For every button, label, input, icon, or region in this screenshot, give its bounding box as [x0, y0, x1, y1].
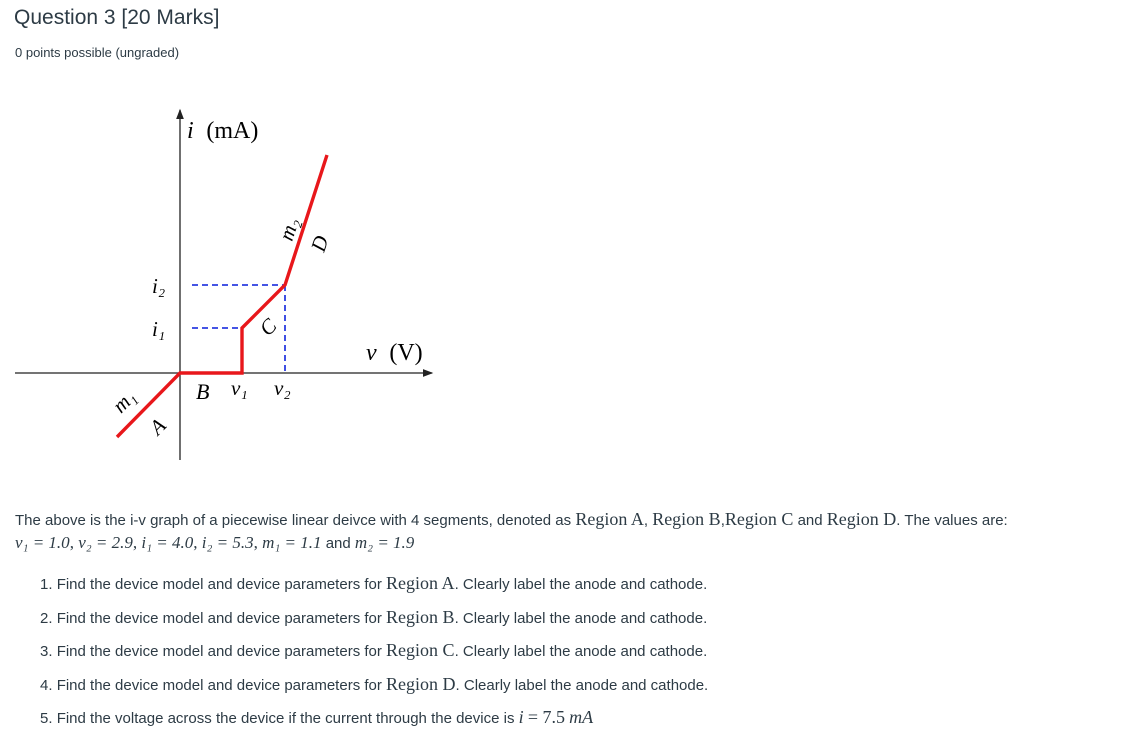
equation-unit: mA: [569, 707, 594, 727]
iv-characteristic-line: [117, 155, 327, 437]
question-suffix: . Clearly label the anode and cathode.: [454, 643, 708, 660]
value-m2: m₂ = 1.9: [354, 533, 415, 552]
separator: ,: [720, 512, 725, 529]
question-suffix: . Clearly label the anode and cathode.: [454, 576, 708, 593]
question-text: Find the voltage across the device if the current through the device is: [56, 710, 515, 727]
label-region-a: A: [144, 413, 171, 440]
points-possible: 0 points possible (ungraded): [15, 45, 180, 60]
label-region-b: B: [196, 379, 210, 404]
question-region: Region D: [386, 673, 456, 694]
label-i1: i₁: [152, 317, 166, 341]
question-text: Find the device model and device parameters for: [56, 643, 382, 660]
value-v2: v₂ = 2.9: [78, 533, 133, 552]
separator: ,: [643, 512, 649, 529]
equation-value: = 7.5: [527, 707, 565, 727]
x-axis-label: v (V): [366, 340, 423, 366]
values-are-text: . The values are:: [896, 512, 1008, 529]
value-i1: i₁ = 4.0: [141, 533, 194, 552]
value-i2: i₂ = 5.3: [201, 533, 254, 552]
question-region: Region A: [386, 573, 455, 593]
label-m1: m₁: [107, 384, 141, 418]
iv-graph: [0, 90, 460, 470]
label-region-c: C: [254, 313, 282, 341]
question-number: 3.: [40, 643, 53, 660]
question-number: 1.: [40, 576, 53, 593]
y-axis-label: i (mA): [187, 118, 259, 144]
question-list: [40, 567, 708, 735]
value-v1: v₁ = 1.0: [15, 533, 70, 552]
question-text: Find the device model and device parameters for: [56, 576, 382, 593]
value-m1: m₁ = 1.1: [262, 533, 322, 552]
question-item: [40, 634, 708, 668]
problem-description: The above is the i-v graph of a piecewise linear deivce with 4 segments, denoted as Region A, Region B,Region C and Region D. The values are: v₁ = 1.0, v₂ = 2.9, i₁ = 4.0, i₂ = 5.3, m₁ = 1.1 and m₂ = 1.9: [15, 509, 1008, 552]
label-m2: m₂: [273, 214, 304, 244]
question-text: Find the device model and device parameters for: [56, 676, 382, 694]
question-item: [40, 668, 708, 702]
region-a-ref: Region A: [575, 509, 644, 529]
region-c-ref: Region C: [724, 509, 794, 529]
region-b-ref: Region B: [652, 509, 721, 529]
question-item: [40, 701, 708, 735]
question-text: Find the device model and device parameters for: [56, 609, 382, 627]
question-item: [40, 567, 708, 601]
question-number: 2.: [40, 609, 53, 627]
question-suffix: . Clearly label the anode and cathode.: [455, 676, 709, 694]
question-region: Region C: [386, 640, 455, 660]
and-text: and: [797, 512, 823, 529]
question-suffix: . Clearly label the anode and cathode.: [454, 609, 708, 627]
region-d-ref: Region D: [826, 509, 897, 529]
equation-variable: i: [518, 707, 524, 727]
question-number: 5.: [40, 710, 53, 727]
question-item: [40, 601, 708, 635]
label-v1: v₁: [231, 376, 248, 400]
label-i2: i₂: [152, 274, 166, 298]
intro-text: The above is the i-v graph of a piecewise linear deivce with 4 segments, denoted as: [15, 512, 572, 529]
question-number: 4.: [40, 676, 53, 694]
question-region: Region B: [386, 606, 455, 627]
and-text: and: [325, 535, 351, 552]
label-v2: v₂: [274, 376, 291, 400]
question-title: Question 3 [20 Marks]: [14, 6, 220, 29]
label-region-d: D: [305, 232, 334, 255]
